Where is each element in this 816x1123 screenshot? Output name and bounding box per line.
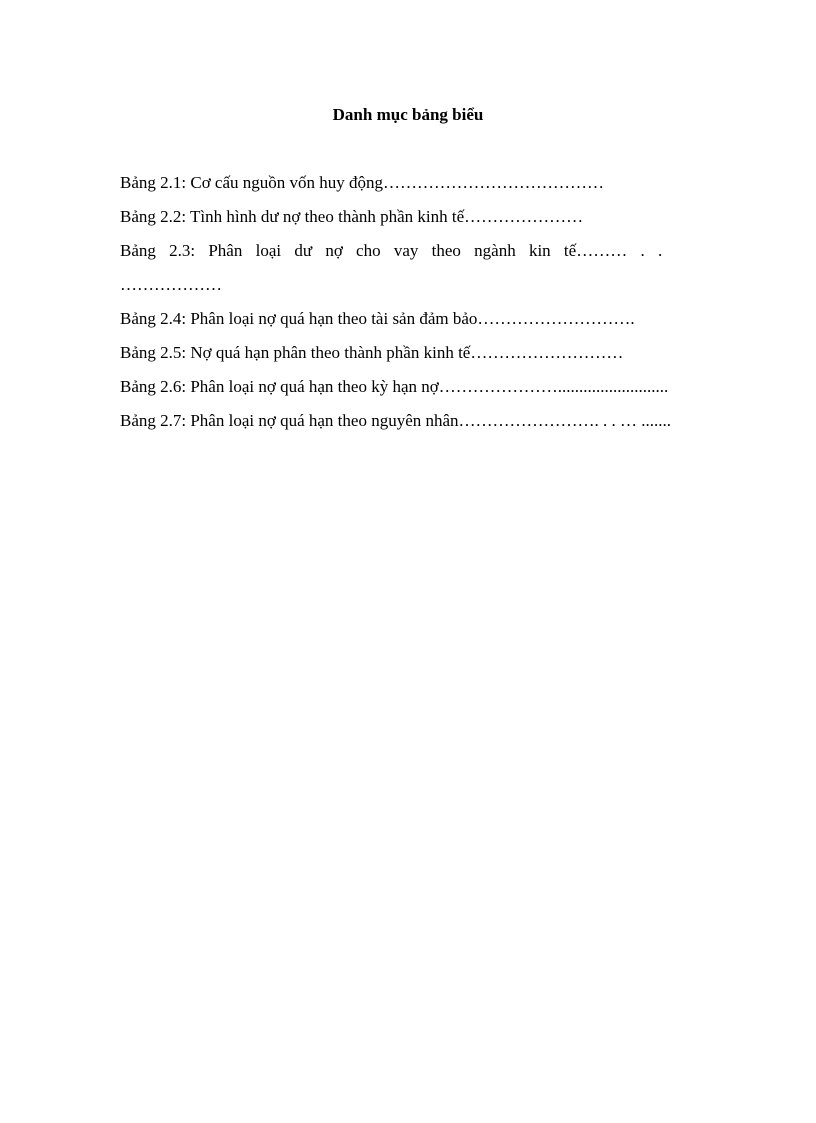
list-item-bang-2-1: Bảng 2.1: Cơ cấu nguồn vốn huy động………………………………… — [120, 173, 605, 192]
list-item-bang-2-7: Bảng 2.7: Phân loại nợ quá hạn theo nguyên nhân……………………. . . … ....... — [120, 411, 672, 430]
list-item-continuation: ……………… — [120, 275, 222, 294]
list-item-bang-2-3 — [120, 234, 700, 302]
list-item-bang-2-6: Bảng 2.6: Phân loại nợ quá hạn theo kỳ hạn nợ………………….......................... — [120, 377, 669, 396]
list-item-bang-2-5: Bảng 2.5: Nợ quá hạn phân theo thành phần kinh tế……………………… — [120, 343, 624, 362]
page-title: Danh mục bảng biểu — [332, 105, 484, 124]
table-list — [120, 166, 700, 438]
list-item-bang-2-4: Bảng 2.4: Phân loại nợ quá hạn theo tài sản đảm bảo………………………. — [120, 309, 635, 328]
list-item-bang-2-2: Bảng 2.2: Tình hình dư nợ theo thành phần kinh tế………………… — [120, 207, 584, 226]
list-item-text: Bảng 2.3: Phân loại dư nợ cho vay theo ngành kin tế……… . . — [120, 241, 663, 260]
